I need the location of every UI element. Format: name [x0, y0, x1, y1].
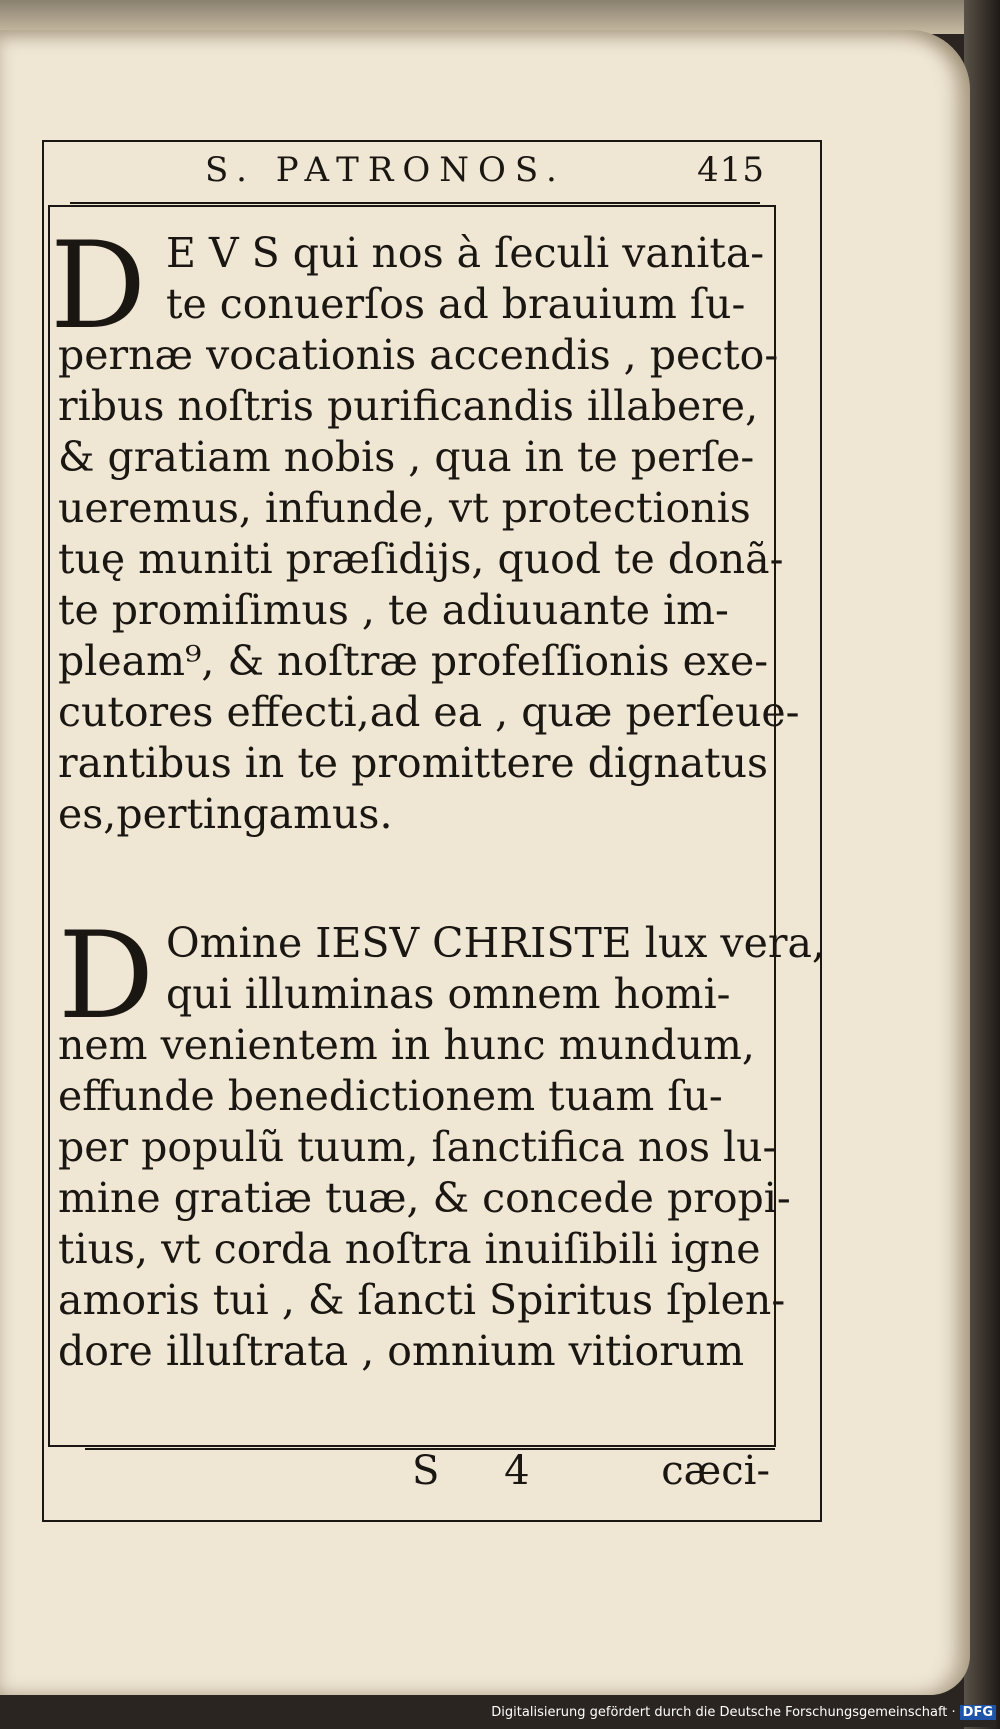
text-line: E V S qui nos à ſeculi vanita- [166, 229, 765, 277]
text-line: Omine IESV CHRISTE lux vera, [166, 919, 825, 967]
text-line: pernæ vocationis accendis , pecto- [58, 331, 779, 379]
text-line: cutores effecti,ad ea , quæ perſeue- [58, 688, 800, 736]
dropcap-prayer-2: D [58, 907, 155, 1046]
dfg-logo-badge: DFG [960, 1705, 996, 1720]
text-line: mine gratiæ tuæ, & concede propi- [58, 1174, 791, 1222]
running-title: S. PATRONOS. [205, 150, 566, 190]
text-line: te conuerſos ad brauium ſu- [166, 280, 746, 328]
text-line: te promiſimus , te adiuuante im- [58, 586, 729, 634]
text-line: dore illuſtrata , omnium vitiorum [58, 1327, 745, 1375]
dropcap-prayer-1: D [50, 217, 147, 356]
text-line: qui illuminas omnem homi- [166, 970, 731, 1018]
credit-text: Digitalisierung gefördert durch die Deutsche Forschungsgemeinschaft · [491, 1705, 956, 1720]
page-number: 415 [697, 150, 765, 190]
text-line: effunde benedictionem tuam ſu- [58, 1072, 723, 1120]
digitization-credit [491, 1705, 996, 1727]
text-line: & gratiam nobis , qua in te perſe- [58, 433, 755, 481]
book-top-edge [0, 0, 1000, 34]
text-line: ribus noſtris purificandis illabere, [58, 382, 759, 430]
page-footer [400, 1448, 770, 1498]
text-line: nem venientem in hunc mundum, [58, 1021, 755, 1069]
text-line: ueremus, infunde, vt protectionis [58, 484, 751, 532]
prayer-1 [58, 228, 800, 840]
text-line: pleam⁹, & noſtræ profeſſionis exe- [58, 637, 769, 685]
running-header [205, 150, 765, 194]
text-line: tuę muniti præſidijs, quod te donã- [58, 535, 784, 583]
signature-mark: S 4 [412, 1448, 556, 1494]
text-line: tius, vt corda noſtra inuiſibili igne [58, 1225, 761, 1273]
catchword: cæci- [661, 1448, 770, 1494]
text-line: per populũ tuum, ſanctifica nos lu- [58, 1123, 777, 1171]
header-rule [70, 202, 760, 204]
text-line: es,pertingamus. [58, 790, 393, 838]
text-line: rantibus in te promittere dignatus [58, 739, 769, 787]
text-line: amoris tui , & ſancti Spiritus ſplen- [58, 1276, 786, 1324]
prayer-2 [58, 907, 825, 1377]
